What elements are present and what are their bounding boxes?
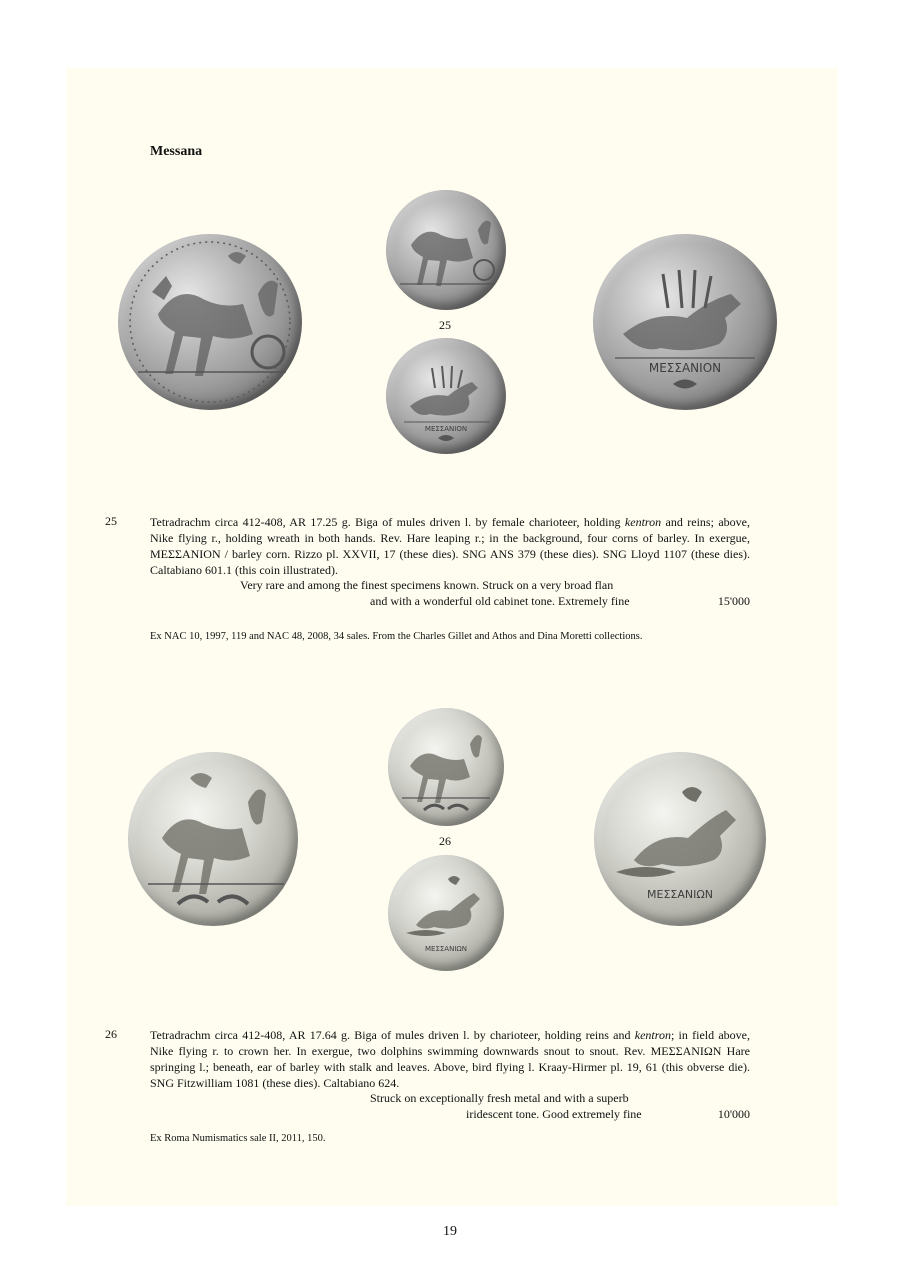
hare-icon	[386, 338, 506, 454]
biga-chariot-icon	[128, 752, 298, 926]
lot-25-provenance: Ex NAC 10, 1997, 119 and NAC 48, 2008, 34 sales. From the Charles Gillet and Athos and Dina Moretti collections.	[150, 631, 643, 642]
lot-26-obverse-actual	[388, 708, 504, 826]
coin-legend-small: ΜΕΣΣΑΝΙΟΝ	[424, 425, 468, 433]
biga-chariot-icon	[386, 190, 506, 310]
coin-legend-small: ΜΕΣΣΑΝΙΩΝ	[425, 945, 467, 953]
lot-26-number: 26	[105, 1027, 117, 1041]
biga-chariot-icon	[118, 234, 302, 410]
lot-26-reverse-enlarged	[594, 752, 766, 926]
lot-25-number: 25	[105, 514, 117, 528]
hare-icon	[388, 855, 504, 971]
lot-25-figure-label: 25	[439, 318, 451, 332]
lot-26-reverse-actual	[388, 855, 504, 971]
coin-legend-large: ΜΕΣΣΑΝΙΟΝ	[648, 361, 722, 375]
hare-icon	[594, 752, 766, 926]
lot-25-obverse-enlarged	[118, 234, 302, 410]
lot-26-obverse-enlarged	[128, 752, 298, 926]
page-number: 19	[443, 1224, 457, 1239]
lot-26-figure-label: 26	[439, 834, 451, 848]
lot-25-condition-line2: and with a wonderful old cabinet tone. Extremely fine	[370, 594, 630, 608]
lot-25-estimate: 15'000	[717, 594, 750, 608]
lot-25-description: Tetradrachm circa 412-408, AR 17.25 g. Biga of mules driven l. by female charioteer, holding kentron and reins; above, Nike flying r., holding wreath in both hands. Rev. Hare leaping r.; in the background, four corns of barley. In exergue, ΜΕΣΣΑΝΙΟΝ / barley corn. Rizzo pl. XXVII, 17 (these dies). SNG ANS 379 (these dies). SNG Lloyd 1107 (these dies). Caltabiano 601.1 (this coin illustrated).	[150, 515, 750, 577]
lot-25-obverse-actual	[386, 190, 506, 310]
lot-26-estimate: 10'000	[717, 1107, 750, 1121]
lot-26-provenance: Ex Roma Numismatics sale II, 2011, 150.	[150, 1133, 326, 1144]
lot-26-condition-line1: Struck on exceptionally fresh metal and with a superb	[370, 1091, 629, 1105]
coin-legend-large: ΜΕΣΣΑΝΙΩΝ	[647, 888, 713, 901]
lot-26-condition-line2: iridescent tone. Good extremely fine	[466, 1107, 642, 1121]
lot-25-reverse-enlarged	[593, 234, 777, 410]
section-heading: Messana	[150, 144, 203, 159]
lot-26-description: Tetradrachm circa 412-408, AR 17.64 g. Biga of mules driven l. by charioteer, holding reins and kentron; in field above, Nike flying r. to crown her. In exergue, two dolphins swimming downwards snout to snout. Rev. ΜΕΣΣΑΝΙΩΝ Hare springing l.; beneath, ear of barley with stalk and leaves. Above, bird flying l. Kraay-Hirmer pl. 19, 61 (this obverse die). SNG Fitzwilliam 1081 (these dies). Caltabiano 624.	[150, 1028, 751, 1090]
hare-icon	[593, 234, 777, 410]
lot-25-condition-line1: Very rare and among the finest specimens known. Struck on a very broad flan	[240, 578, 614, 592]
lot-25-reverse-actual	[386, 338, 506, 454]
biga-chariot-icon	[388, 708, 504, 826]
